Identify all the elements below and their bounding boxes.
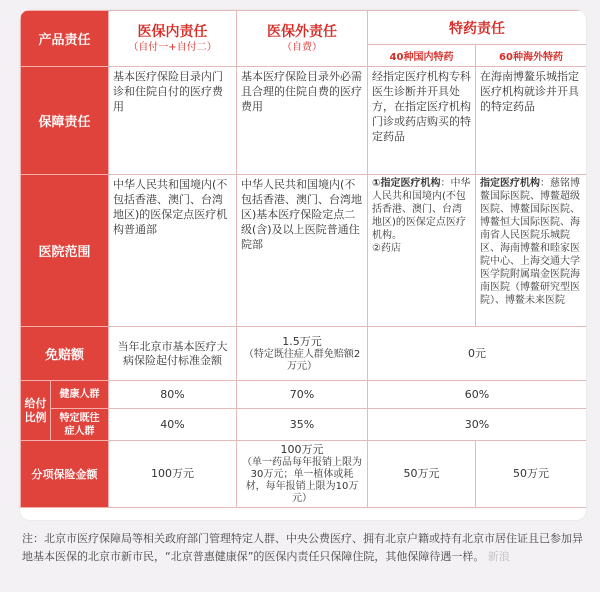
ratio-preexisting-label: 特定既往症人群 [51,409,109,441]
row-hospital-label: 医院范围 [21,175,109,327]
header-col-domestic: 40种国内特药 [368,45,476,67]
amount-outer [237,441,368,508]
hospital-domestic-pharmacy: ②药店 [372,243,401,254]
row-deductible-label: 免赔额 [21,327,109,381]
hospital-outer: 中华人民共和国境内(不包括香港、澳门、台湾地区)基本医疗保险定点二级(含)及以上医院普通住院部 [237,175,368,327]
deductible-outer [237,327,368,381]
header-col-outer [237,11,368,67]
row-ratio-label: 给付比例 [21,381,51,441]
coverage-outer: 基本医疗保险目录外必需且合理的住院自费的医疗费用 [237,67,368,175]
header-col-inner-sub: （自付一+自付二） [128,41,217,53]
header-col-outer-sub: （自费） [282,41,323,53]
amount-outer-sub: （单一药品每年报销上限为30万元；单一植体或耗材，每年报销上限为10万元） [242,457,363,504]
deductible-special: 0元 [368,327,586,381]
ratio-preexisting-special: 30% [368,409,586,441]
amount-domestic: 50万元 [368,441,476,508]
hospital-domestic [368,175,476,327]
hospital-domestic-rest: ：中华人民共和国境内(不包括香港、澳门、台湾地区)的医保定点医疗机构。 [372,178,471,241]
coverage-domestic: 经指定医疗机构专科医生诊断并开具处方，在指定医疗机构门诊或药店购买的特定药品 [368,67,476,175]
header-col-outer-title: 医保外责任 [267,23,338,40]
hospital-inner: 中华人民共和国境内(不包括香港、澳门、台湾地区)的医保定点医疗机构普通部 [109,175,237,327]
amount-inner: 100万元 [109,441,237,508]
watermark-text: 新浪 [487,550,510,563]
ratio-healthy-inner: 80% [109,381,237,409]
header-col-inner [109,11,237,67]
hospital-domestic-bold: ①指定医疗机构 [372,178,441,189]
row-amount-label: 分项保险金额 [21,441,109,508]
row-coverage-label: 保障责任 [21,67,109,175]
header-col-overseas: 60种海外特药 [476,45,586,67]
header-col-special: 特药责任 [368,11,586,45]
ratio-preexisting-outer: 35% [237,409,368,441]
coverage-inner: 基本医疗保险目录内门诊和住院自付的医疗费用 [109,67,237,175]
ratio-healthy-label: 健康人群 [51,381,109,409]
hospital-overseas [476,175,586,327]
header-product-label: 产品责任 [21,11,109,67]
hospital-overseas-rest: ：慈铭博鳌国际医院、博鳌超级医院、博鳌国际医院、博鳌恒大国际医院、海南省人民医院乐城院区、海南博鳌和睦家医院中心、上海交通大学医学院附属瑞金医院海南医院（博鳌研究型医院）、博鳌未来医院 [480,178,581,306]
footnote [22,530,588,566]
ratio-healthy-special: 60% [368,381,586,409]
header-col-inner-title: 医保内责任 [137,23,208,40]
deductible-inner: 当年北京市基本医疗大病保险起付标准金额 [109,327,237,381]
benefits-table [20,10,586,508]
ratio-preexisting-inner: 40% [109,409,237,441]
coverage-overseas: 在海南博鳌乐城指定医疗机构就诊并开具的特定药品 [476,67,586,175]
amount-outer-main: 100万元 [280,443,324,456]
deductible-outer-sub: （特定既往症人群免赔额2万元） [243,348,361,372]
ratio-healthy-outer: 70% [237,381,368,409]
footnote-text: 注：北京市医疗保障局等相关政府部门管理特定人群、中央公费医疗、拥有北京户籍或持有北京市居住证且已参加异地基本医保的北京市新市民，“北京普惠健康保”的医保内责任只保障住院，其他保障待遇一样。 [22,532,583,563]
amount-overseas: 50万元 [476,441,586,508]
benefits-table-card [20,10,586,520]
hospital-overseas-bold: 指定医疗机构 [480,178,541,189]
deductible-outer-main: 1.5万元 [282,334,322,348]
